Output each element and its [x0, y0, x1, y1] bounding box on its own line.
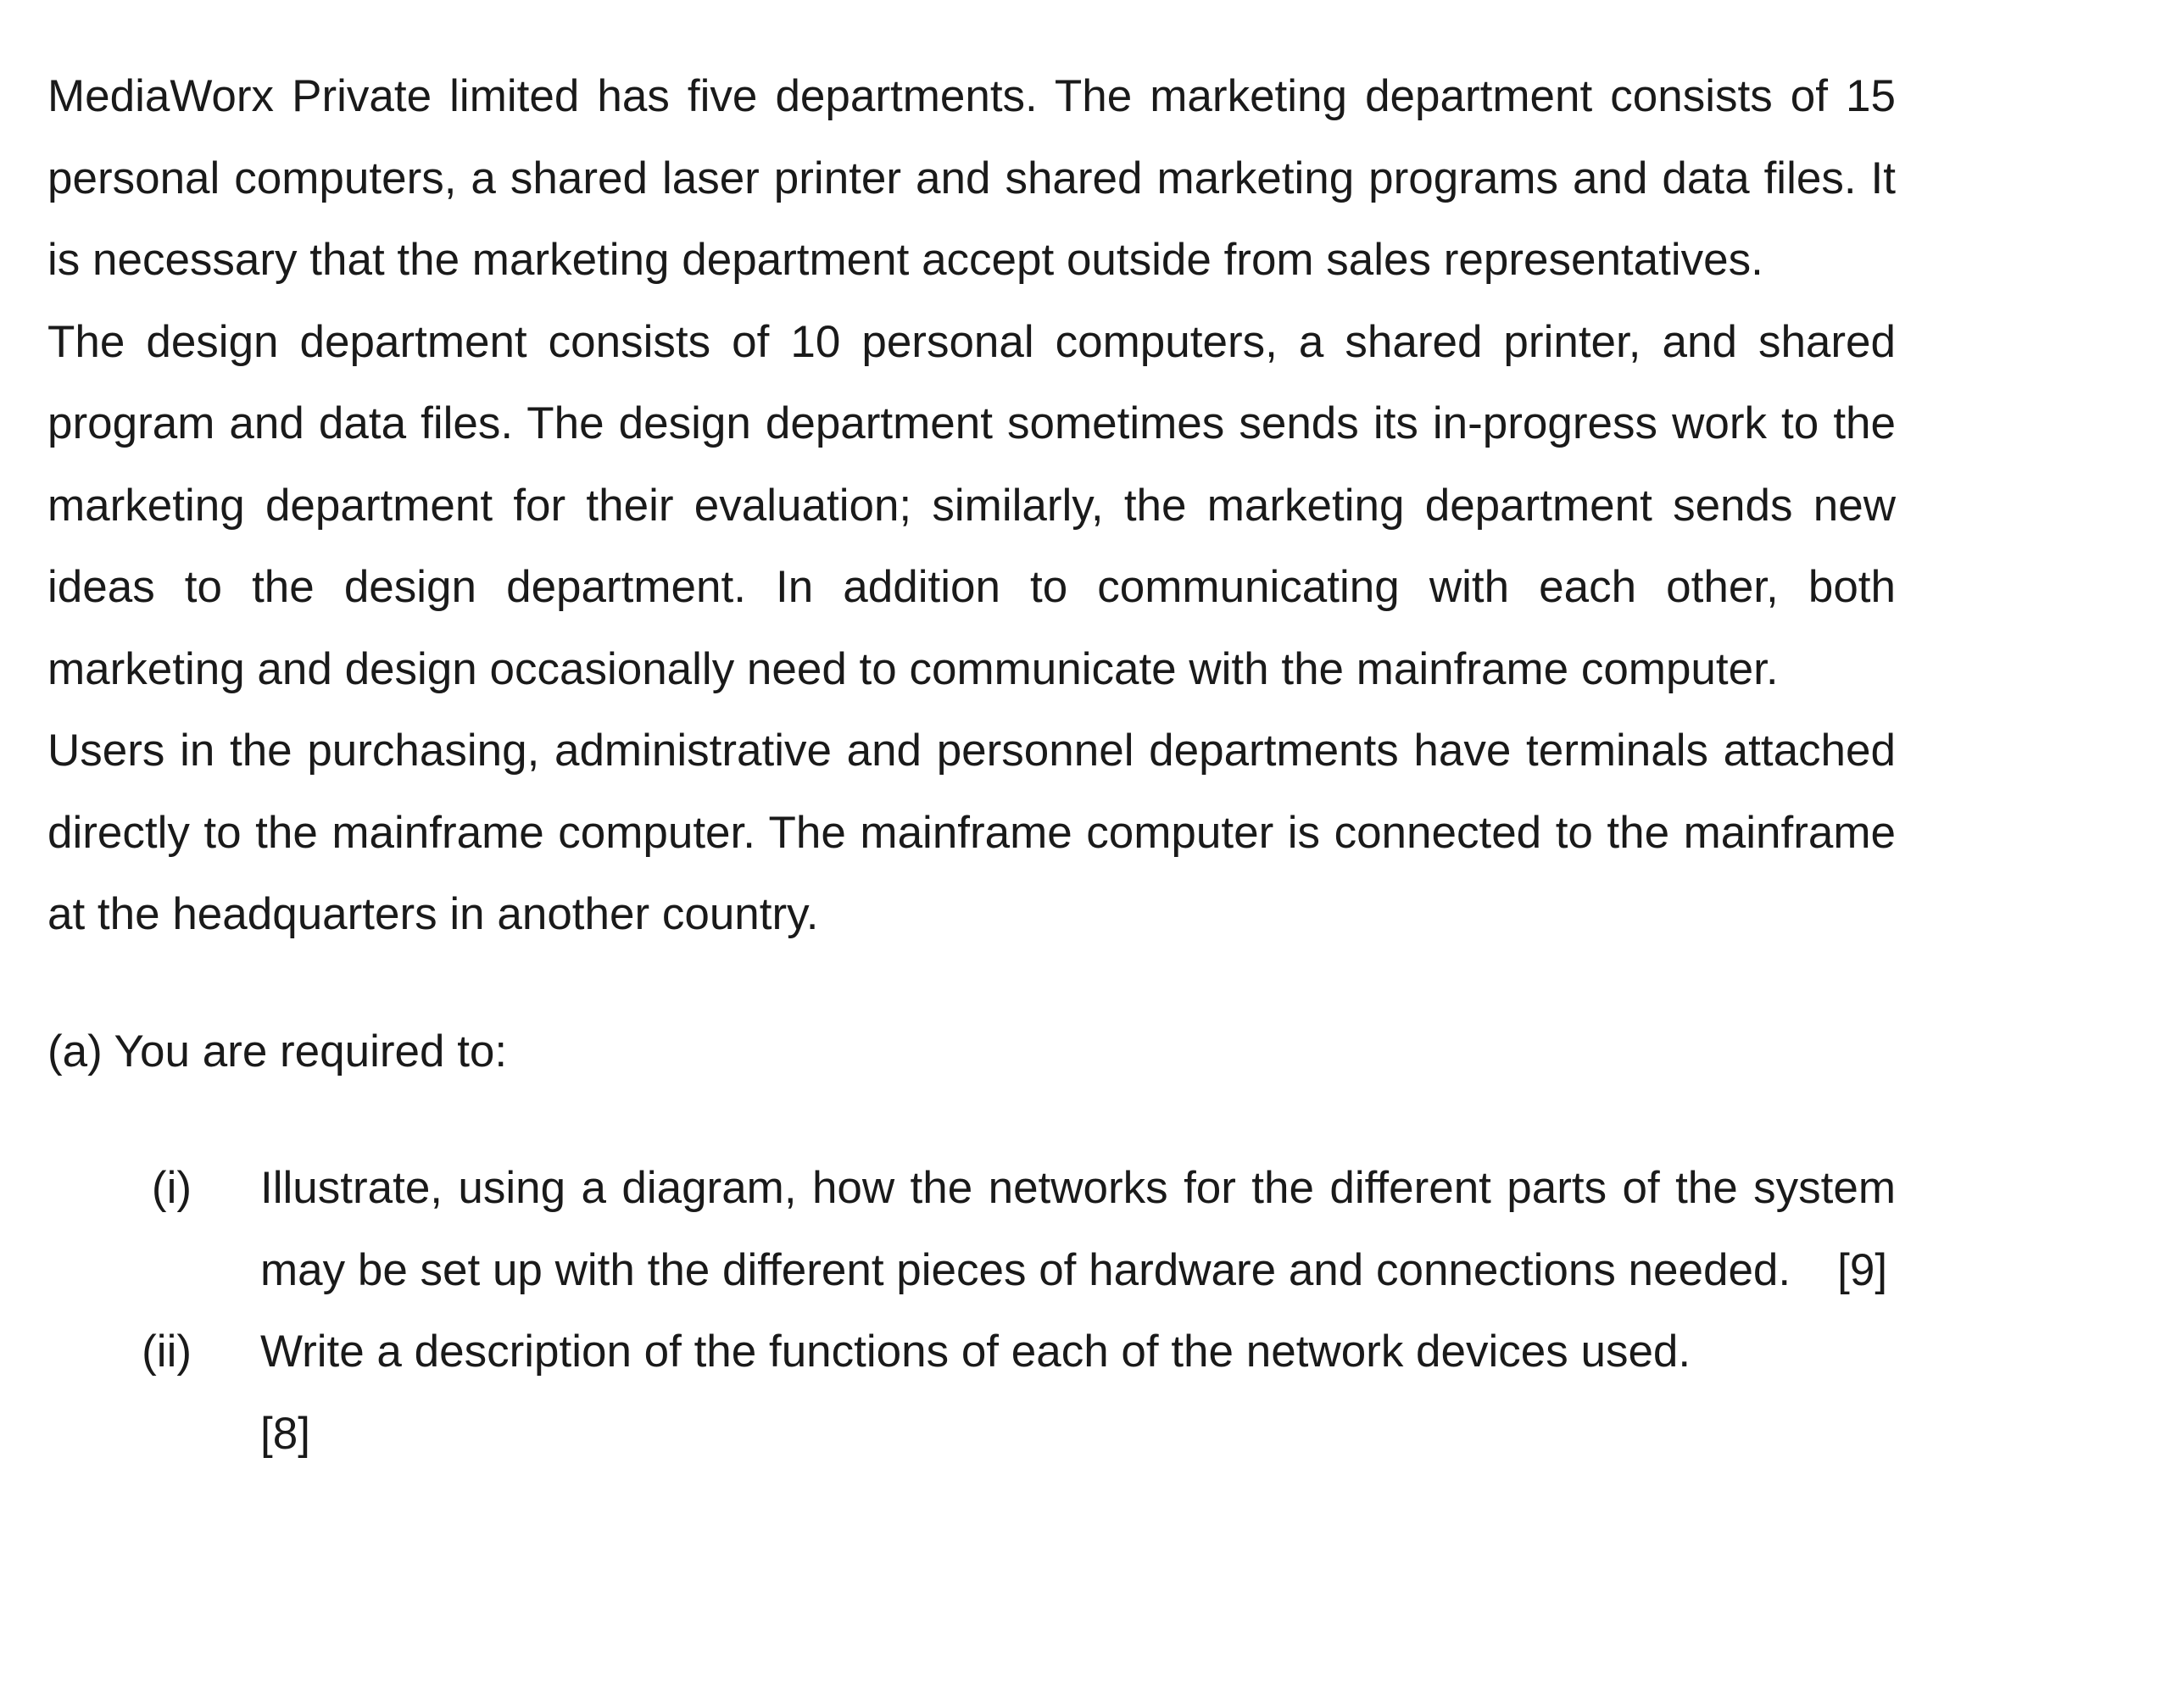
item-text	[260, 1311, 1896, 1475]
question-item-ii	[47, 1311, 1896, 1475]
item-text-body: Illustrate, using a diagram, how the networks for the different parts of the system may be set up with the different pieces of hardware and connections needed.	[260, 1163, 1896, 1295]
paragraph-design: The design department consists of 10 personal computers, a shared printer, and shared program and data files. The design department sometimes sends its in-progress work to the marketing department for their evaluation; similarly, the marketing department sends new ideas to the design department. In addition to communicating with each other, both marketing and design occasionally need to communicate with the mainframe computer.	[47, 316, 1896, 694]
document-page	[47, 56, 1896, 1475]
item-text	[260, 1148, 1896, 1311]
paragraph-marketing: MediaWorx Private limited has five departments. The marketing department consists of 15 personal computers, a shared laser printer and shared marketing programs and data files. It is necessary that the marketing department accept outside from sales representatives.	[47, 71, 1896, 285]
question-heading: (a) You are required to:	[47, 1026, 508, 1077]
question-item-i	[47, 1148, 1896, 1311]
item-marks: [8]	[260, 1408, 310, 1459]
paragraph-mainframe: Users in the purchasing, administrative and personnel departments have terminals attached directly to the mainframe computer. The mainframe computer is connected to the mainframe at the headquarters in another country.	[47, 726, 1896, 939]
item-text-body: Write a description of the functions of each of the network devices used.	[260, 1327, 1691, 1377]
item-number: (i)	[151, 1163, 192, 1213]
item-number: (ii)	[142, 1327, 192, 1377]
item-marks: [9]	[1837, 1244, 1888, 1295]
question-items	[47, 1148, 1896, 1475]
